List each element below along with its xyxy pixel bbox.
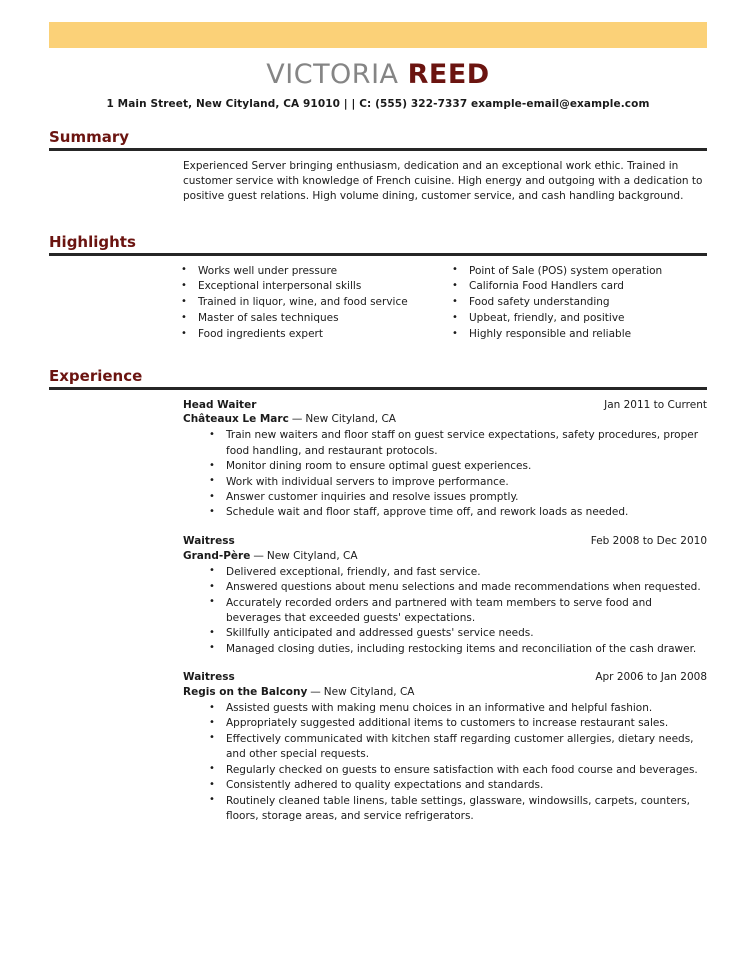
job-bullet-list <box>183 701 707 824</box>
experience-job-list <box>183 398 707 825</box>
job-bullet-item: • Regularly checked on guests to ensure satisfaction with each food course and beverages. <box>207 763 707 778</box>
job-company: Châteaux Le Marc <box>183 413 289 426</box>
job-title: Waitress <box>183 534 235 547</box>
highlights-columns <box>157 264 707 344</box>
job-bullet-item: • Answered questions about menu selections and made recommendations when requested. <box>207 580 707 595</box>
job-bullet-item: • Monitor dining room to ensure optimal guest experiences. <box>207 459 707 474</box>
job-location: New Cityland, CA <box>305 413 396 426</box>
job-bullet-item: • Managed closing duties, including restocking items and reconciliation of the cash drawer. <box>207 642 707 657</box>
job-bullet-item: • Delivered exceptional, friendly, and fast service. <box>207 565 707 580</box>
job-dates: Jan 2011 to Current <box>604 398 707 411</box>
header-accent-bar <box>49 22 707 48</box>
name-spacer <box>399 59 408 90</box>
job-location: New Cityland, CA <box>266 549 358 562</box>
section-rule-experience <box>49 387 707 390</box>
highlight-item: • Exceptional interpersonal skills <box>179 279 432 294</box>
job-title-row <box>183 670 707 685</box>
candidate-name <box>49 60 707 89</box>
resume-header <box>49 60 707 110</box>
job-bullet-item: • Consistently adhered to quality expectations and standards. <box>207 778 707 793</box>
experience-body <box>49 398 707 825</box>
highlight-item: • Works well under pressure <box>179 264 432 279</box>
section-rule-highlights <box>49 253 707 256</box>
section-summary <box>49 129 707 204</box>
highlight-item: • California Food Handlers card <box>450 279 707 294</box>
job-bullet-item: • Appropriately suggested additional items to customers to increase restaurant sales. <box>207 716 707 731</box>
job-dates: Apr 2006 to Jan 2008 <box>595 671 707 684</box>
job-company-line <box>183 412 707 427</box>
job-separator-dash: — <box>253 549 264 562</box>
experience-entry <box>183 670 707 824</box>
job-bullet-item: • Answer customer inquiries and resolve issues promptly. <box>207 490 707 505</box>
job-bullet-item: • Schedule wait and floor staff, approve time off, and rework loads as needed. <box>207 505 707 520</box>
job-bullet-item: • Work with individual servers to improve performance. <box>207 475 707 490</box>
highlights-column-right <box>432 264 707 344</box>
highlight-item: • Food ingredients expert <box>179 327 432 342</box>
section-highlights <box>49 234 707 343</box>
section-heading-experience: Experience <box>49 367 143 385</box>
experience-entry <box>183 534 707 657</box>
job-title: Head Waiter <box>183 398 257 411</box>
contact-line: 1 Main Street, New Cityland, CA 91010 | | C: (555) 322-7337 example-email@example.com <box>106 98 650 111</box>
candidate-first-name: VICTORIA <box>266 59 399 90</box>
section-rule-summary <box>49 148 707 151</box>
job-bullet-item: • Assisted guests with making menu choices in an informative and helpful fashion. <box>207 701 707 716</box>
job-bullet-list <box>183 428 707 521</box>
highlights-column-left <box>157 264 432 344</box>
summary-body <box>49 159 707 205</box>
summary-text: Experienced Server bringing enthusiasm, dedication and an exceptional work ethic. Trained in customer service with knowledge of French cuisine. High energy and outgoing with a dedication to positive guest relations. High volume dining, customer service, and cash handling background. <box>183 159 703 203</box>
job-bullet-item: • Train new waiters and floor staff on guest service expectations, safety procedures, proper food handling, and restaurant protocols. <box>207 428 707 459</box>
highlights-list-right <box>450 264 707 343</box>
job-location: New Cityland, CA <box>323 686 415 699</box>
job-company: Grand-Père <box>183 549 251 562</box>
job-company: Regis on the Balcony <box>183 686 308 699</box>
job-separator-dash: — <box>291 413 303 426</box>
job-bullet-item: • Routinely cleaned table linens, table settings, glassware, windowsills, carpets, counters, floors, storage areas, and service refrigerators. <box>207 794 707 825</box>
highlights-list-left <box>179 264 432 343</box>
section-heading-highlights: Highlights <box>49 233 136 251</box>
job-bullet-list <box>183 565 707 658</box>
job-company-line <box>183 685 707 700</box>
section-experience <box>49 368 707 824</box>
section-heading-summary: Summary <box>49 128 130 146</box>
job-dates: Feb 2008 to Dec 2010 <box>590 534 707 547</box>
highlight-item: • Food safety understanding <box>450 295 707 310</box>
job-separator-dash: — <box>310 686 321 699</box>
candidate-last-name: REED <box>407 59 490 90</box>
job-title-row <box>183 398 707 413</box>
job-company-line <box>183 549 707 564</box>
highlights-body <box>49 264 707 344</box>
experience-entry <box>183 398 707 521</box>
highlight-item: • Upbeat, friendly, and positive <box>450 311 707 326</box>
job-title-row <box>183 534 707 549</box>
job-bullet-item: • Skillfully anticipated and addressed guests' service needs. <box>207 626 707 641</box>
highlight-item: • Master of sales techniques <box>179 311 432 326</box>
highlight-item: • Highly responsible and reliable <box>450 327 707 342</box>
job-bullet-item: • Effectively communicated with kitchen staff regarding customer allergies, dietary needs, and other special requests. <box>207 732 707 763</box>
job-bullet-item: • Accurately recorded orders and partnered with team members to serve food and beverages that exceeded guests' expectations. <box>207 596 707 627</box>
highlight-item: • Trained in liquor, wine, and food service <box>179 295 432 310</box>
highlight-item: • Point of Sale (POS) system operation <box>450 264 707 279</box>
job-title: Waitress <box>183 671 235 684</box>
